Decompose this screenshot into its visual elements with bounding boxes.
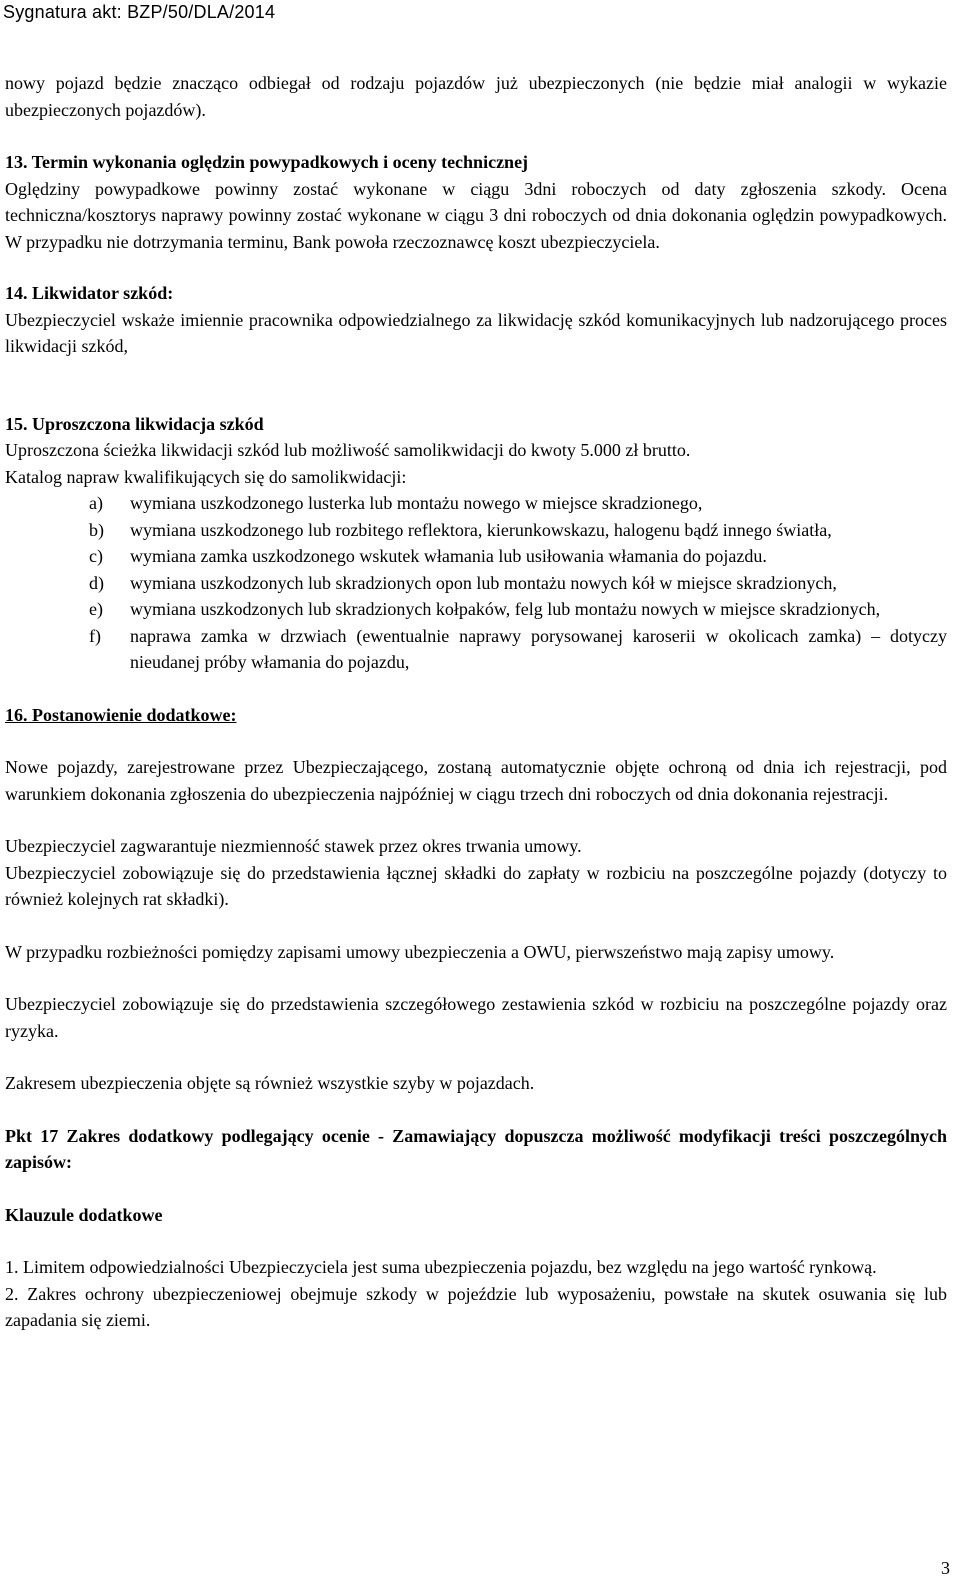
- pkt-17-title: Pkt 17 Zakres dodatkowy podlegający ocenie - Zamawiający dopuszcza możliwość modyfikacji treści poszczególnych zapisów:: [5, 1125, 947, 1172]
- section-16-title: 16. Postanowienie dodatkowe:: [5, 704, 237, 725]
- section-15-title: 15. Uproszczona likwidacja szkód: [5, 413, 264, 434]
- section-14-body: Ubezpieczyciel wskaże imiennie pracownika odpowiedzialnego za likwidację szkód komunikacyjnych lub nadzorującego proces likwidacji szkód,: [5, 309, 947, 356]
- klauzule-title: Klauzule dodatkowe: [5, 1204, 163, 1225]
- list-item: [5, 543, 947, 570]
- section-16-paragraph-6: Zakresem ubezpieczenia objęte są również wszystkie szyby w pojazdach.: [5, 1073, 535, 1093]
- section-15-catalog-intro: Katalog napraw kwalifikujących się do samolikwidacji:: [5, 466, 407, 487]
- section-13-title: 13. Termin wykonania oględzin powypadkowych i oceny technicznej: [5, 152, 529, 172]
- repair-catalog-list: [5, 490, 947, 676]
- section-16-paragraph-1: Nowe pojazdy, zarejestrowane przez Ubezpieczającego, zostaną automatycznie objęte ochroną od dnia ich rejestracji, pod warunkiem dokonania zgłoszenia do ubezpieczenia najpóźniej w ciągu trzech dni roboczych od dnia dokonania rejestracji.: [5, 757, 947, 804]
- section-13-body: Oględziny powypadkowe powinny zostać wykonane w ciągu 3dni roboczych od daty zgłoszenia szkody. Ocena techniczna/kosztorys naprawy powinny zostać wykonane w ciągu 3 dni roboczych od dnia dokonania oględzin powypadkowych. W przypadku nie dotrzymania terminu, Bank powoła rzeczoznawcę koszt ubezpieczyciela.: [5, 178, 947, 252]
- list-letter: f): [89, 625, 101, 646]
- list-text: wymiana uszkodzonych lub skradzionych opon lub montażu nowych kół w miejsce skradzionych,: [130, 572, 837, 593]
- section-15-body: Uproszczona ścieżka likwidacji szkód lub możliwość samolikwidacji do kwoty 5.000 zł brutto.: [5, 440, 691, 460]
- list-text: wymiana uszkodzonego lub rozbitego reflektora, kierunkowskazu, halogenu bądź innego światła,: [130, 519, 832, 540]
- intro-paragraph: nowy pojazd będzie znacząco odbiegał od rodzaju pojazdów już ubezpieczonych (nie będzie miał analogii w wykazie ubezpieczonych pojazdów).: [5, 73, 947, 120]
- signature-banner: [0, 0, 960, 27]
- list-letter: d): [89, 572, 104, 593]
- section-16-paragraph-4: W przypadku rozbieżności pomiędzy zapisami umowy ubezpieczenia a OWU, pierwszeństwo mają zapisy umowy.: [5, 941, 835, 962]
- list-text: naprawa zamka w drzwiach (ewentualnie naprawy porysowanej karoserii w okolicach zamka) – dotyczy nieudanej próby włamania do pojazdu,: [130, 625, 947, 672]
- list-item: [5, 490, 947, 517]
- list-item: [5, 570, 947, 597]
- list-letter: c): [89, 546, 103, 566]
- signature-text: Sygnatura akt: BZP/50/DLA/2014: [3, 2, 276, 22]
- section-16-paragraph-5: Ubezpieczyciel zobowiązuje się do przedstawienia szczegółowego zestawienia szkód w rozbiciu na poszczególne pojazdy oraz ryzyka.: [5, 994, 947, 1041]
- document-page: [5, 70, 947, 1334]
- section-16-paragraph-3: Ubezpieczyciel zobowiązuje się do przedstawienia łącznej składki do zapłaty w rozbiciu na poszczególne pojazdy (dotyczy to również kolejnych rat składki).: [5, 862, 947, 909]
- list-letter: e): [89, 599, 103, 619]
- klauzula-1: 1. Limitem odpowiedzialności Ubezpieczyciela jest suma ubezpieczenia pojazdu, bez względu na jego wartość rynkową.: [5, 1257, 877, 1277]
- klauzula-2: 2. Zakres ochrony ubezpieczeniowej obejmuje szkody w pojeździe lub wyposażeniu, powstałe na skutek osuwania się lub zapadania się ziemi.: [5, 1283, 947, 1330]
- page-number: 3: [941, 1558, 950, 1578]
- list-letter: a): [89, 493, 103, 513]
- list-item: [5, 596, 947, 623]
- list-item: [5, 623, 947, 676]
- list-letter: b): [89, 519, 104, 540]
- list-text: wymiana uszkodzonego lusterka lub montażu nowego w miejsce skradzionego,: [130, 493, 703, 513]
- list-text: wymiana zamka uszkodzonego wskutek włamania lub usiłowania włamania do pojazdu.: [130, 546, 767, 566]
- list-text: wymiana uszkodzonych lub skradzionych kołpaków, felg lub montażu nowych w miejsce skradzionych,: [130, 599, 881, 619]
- section-14-title: 14. Likwidator szkód:: [5, 283, 174, 303]
- section-16-paragraph-2: Ubezpieczyciel zagwarantuje niezmienność stawek przez okres trwania umowy.: [5, 836, 582, 856]
- list-item: [5, 517, 947, 544]
